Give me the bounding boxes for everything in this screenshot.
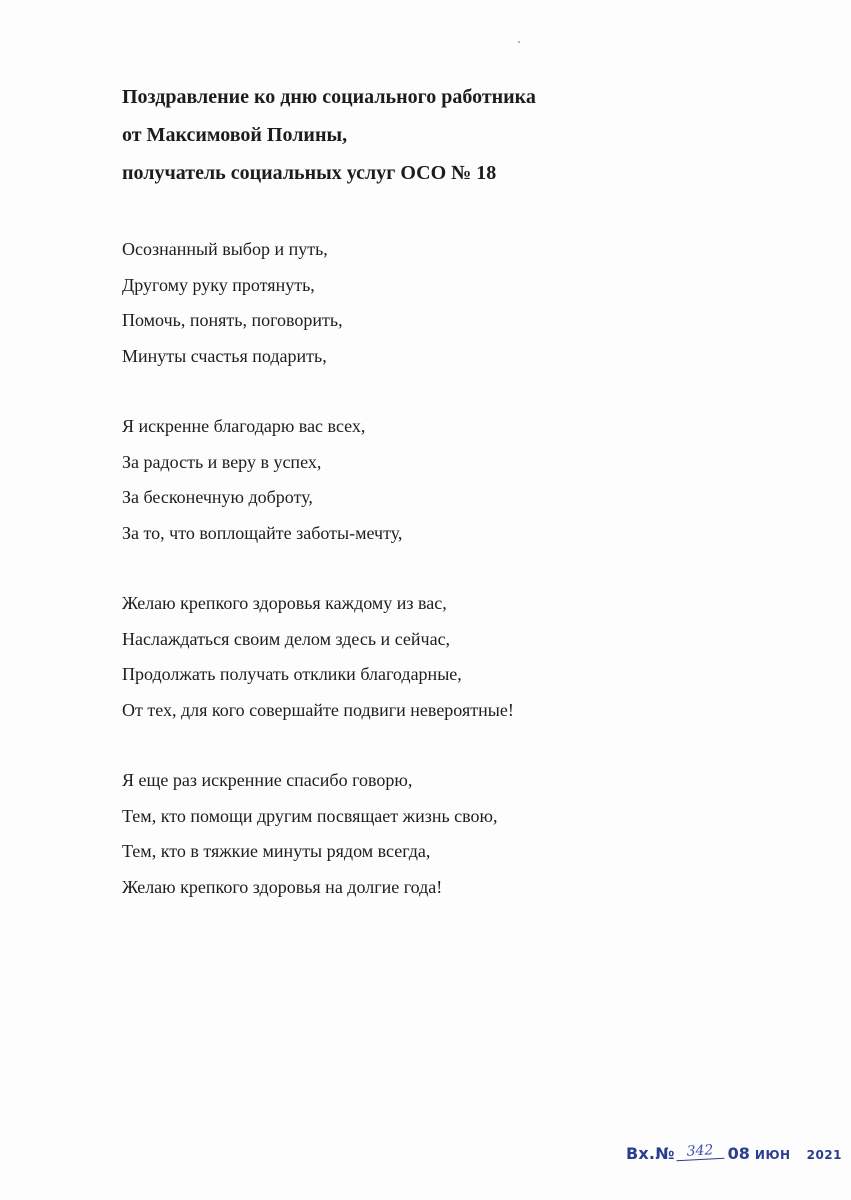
- scan-speck: [518, 41, 520, 43]
- verse-line: Осознанный выбор и путь,: [122, 239, 328, 259]
- verse-line: Минуты счастья подарить,: [122, 345, 327, 366]
- verse-line: От тех, для кого совершайте подвиги невероятные!: [122, 699, 514, 720]
- stanza-3: [122, 586, 822, 728]
- verse-line: Я искренне благодарю вас всех,: [122, 416, 366, 436]
- poem-body: [122, 232, 822, 940]
- title-line: Поздравление ко дню социального работника: [122, 86, 536, 108]
- stanza-2: [122, 409, 822, 551]
- title-line: получатель социальных услуг ОСО № 18: [122, 162, 497, 184]
- verse-line: Желаю крепкого здоровья на долгие года!: [122, 876, 443, 897]
- title-line: от Максимовой Полины,: [122, 124, 348, 146]
- verse-line: За то, что воплощайте заботы-мечту,: [122, 522, 403, 543]
- verse-line: Я еще раз искренние спасибо говорю,: [122, 770, 413, 790]
- stanza-1: [122, 232, 822, 374]
- verse-line: Желаю крепкого здоровья каждому из вас,: [122, 593, 447, 613]
- stamp-year: 2021: [806, 1148, 842, 1162]
- stamp-day: 08: [727, 1144, 750, 1163]
- stamp-prefix: Вх.№: [626, 1144, 675, 1163]
- incoming-registration-stamp: [626, 1144, 842, 1174]
- verse-line: За бесконечную доброту,: [122, 487, 313, 507]
- stamp-month: ИЮН: [754, 1148, 791, 1162]
- verse-line: Другому руку протянуть,: [122, 274, 315, 295]
- stamp-handwritten-number: 342: [675, 1142, 724, 1161]
- verse-line: Помочь, понять, поговорить,: [122, 310, 343, 330]
- verse-line: За радость и веру в успех,: [122, 451, 322, 472]
- verse-line: Тем, кто помощи другим посвящает жизнь свою,: [122, 805, 498, 826]
- verse-line: Продолжать получать отклики благодарные,: [122, 664, 462, 684]
- stanza-4: [122, 763, 822, 905]
- verse-line: Наслаждаться своим делом здесь и сейчас,: [122, 628, 451, 649]
- verse-line: Тем, кто в тяжкие минуты рядом всегда,: [122, 841, 431, 861]
- document-title: [122, 78, 782, 192]
